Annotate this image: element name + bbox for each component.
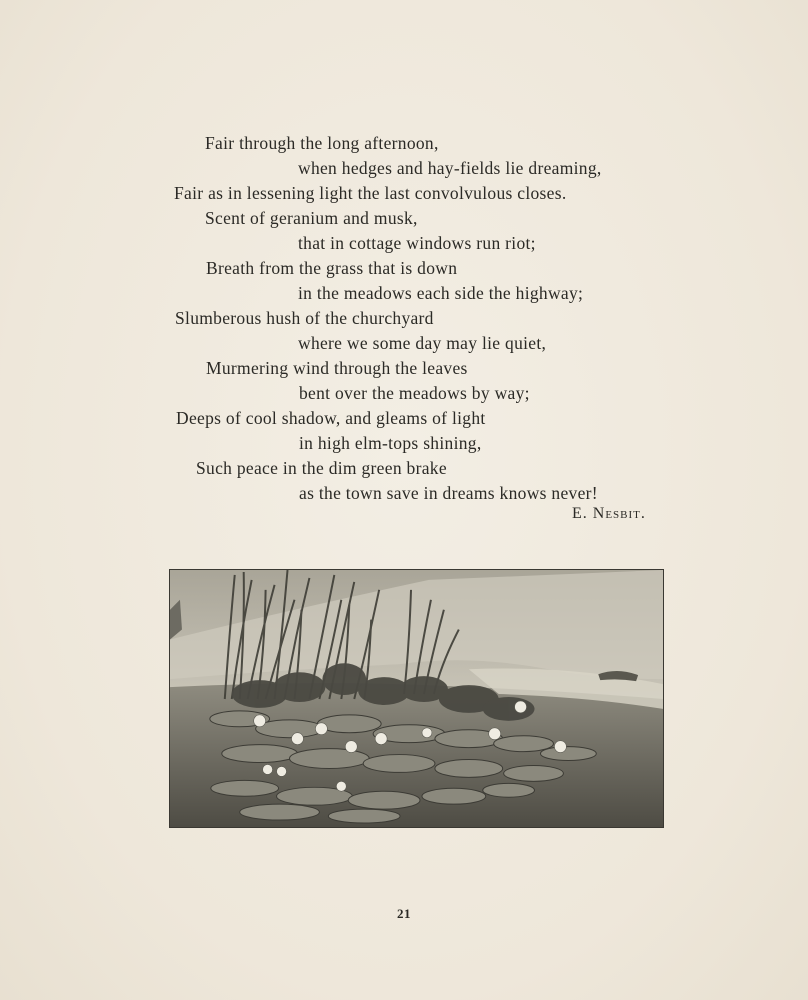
attribution-initial: E.	[572, 505, 588, 522]
poem-line-5: that in cottage windows run riot;	[298, 233, 536, 253]
poem-line-11: bent over the meadows by way;	[299, 383, 530, 403]
poem-line-4: Scent of geranium and musk,	[205, 208, 418, 228]
poem-line-12: Deeps of cool shadow, and gleams of light	[176, 408, 486, 428]
poem-line-15: as the town save in dreams knows never!	[299, 483, 598, 503]
poem-attribution	[572, 505, 646, 523]
poem-line-13: in high elm-tops shining,	[299, 433, 482, 453]
attribution-name: Nesbit.	[592, 505, 646, 522]
poem-line-6: Breath from the grass that is down	[206, 258, 458, 278]
poem-line-7: in the meadows each side the highway;	[298, 283, 584, 303]
poem-line-2: when hedges and hay-fields lie dreaming,	[298, 158, 602, 178]
poem-line-9: where we some day may lie quiet,	[298, 333, 547, 353]
poem-line-1: Fair through the long afternoon,	[205, 133, 439, 153]
page-number: 21	[397, 906, 411, 921]
water-lily-illustration	[169, 569, 664, 828]
poem-line-3: Fair as in lessening light the last convolvulous closes.	[174, 183, 567, 203]
poem-line-14: Such peace in the dim green brake	[196, 458, 447, 478]
poem-line-8: Slumberous hush of the churchyard	[175, 308, 434, 328]
poem-line-10: Murmering wind through the leaves	[206, 358, 468, 378]
water-lily-pond-picture	[170, 570, 663, 827]
